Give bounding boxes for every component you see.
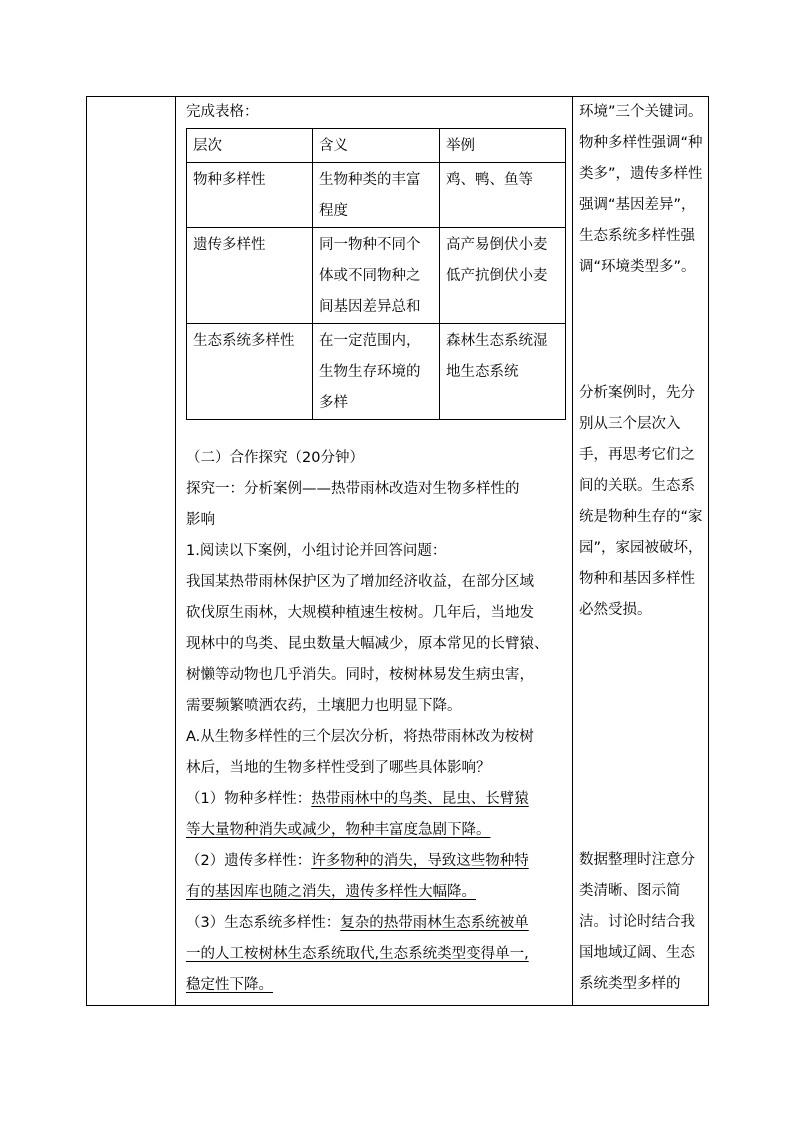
explore-title: 探究一：分析案例——热带雨林改造对生物多样性的 — [186, 481, 520, 497]
case-text-line: 砍伐原生雨林，大规模种植速生桉树。几年后，当地发 — [186, 605, 534, 621]
answer-ecosystem — [186, 908, 529, 939]
case-text-line: 需要频繁喷洒农药，土壤肥力也明显下降。 — [186, 698, 462, 714]
answer-text: 等大量物种消失或减少，物种丰富度急剧下降。 — [186, 822, 491, 838]
table-cell: 鸡、鸭、鱼等 — [440, 163, 566, 228]
question-line: 林后，当地的生物多样性受到了哪些具体影响？ — [186, 760, 491, 776]
answer-text: 生态系统类型变得单一, — [379, 946, 529, 962]
answer-label: （1）物种多样性： — [186, 791, 312, 807]
sidebar-note: 分析案例时，先分别从三个层次入手，再思考它们之间的关联。生态系统是物种生存的“家园”，家园被破坏，物种和基因多样性必然受损。 — [579, 385, 703, 618]
table-cell: 同一物种不同个体或不同物种之间基因差异总和 — [313, 228, 440, 324]
diversity-levels-table — [186, 128, 566, 420]
column-divider-2 — [572, 96, 573, 1006]
answer-text: 热带雨林中的鸟类、昆虫、长臂猿 — [311, 791, 529, 807]
task-instruction: 1.阅读以下案例，小组讨论并回答问题： — [186, 543, 447, 559]
table-row — [187, 228, 566, 324]
sidebar-note: 数据整理时注意分类清晰、图示简洁。讨论时结合我国地域辽阔、生态系统类型多样的 — [579, 852, 695, 992]
table-cell: 物种多样性 — [187, 163, 313, 228]
answer-genetic — [186, 846, 529, 877]
answer-species — [186, 784, 529, 815]
answer-text: 一的人工桉树林生态系统取代, — [186, 946, 380, 962]
question-line: A.从生物多样性的三个层次分析，将热带雨林改为桉树 — [186, 729, 534, 745]
table-cell: 生态系统多样性 — [187, 324, 313, 420]
table-cell: 在一定范围内，生物生存环境的多样 — [313, 324, 440, 420]
table-header: 举例 — [440, 129, 566, 163]
outer-table-right-border — [708, 96, 709, 1006]
outer-table-left-border — [86, 96, 87, 1006]
answer-text: 稳定性下降。 — [186, 977, 273, 993]
table-row — [187, 324, 566, 420]
table-cell: 遗传多样性 — [187, 228, 313, 324]
sidebar-note: 环境”三个关键词。物种多样性强调“种类多”，遗传多样性强调“基因差异”，生态系统多样性强调“环境类型多”。 — [579, 104, 703, 275]
answer-text: 有的基因库也随之消失，遗传多样性大幅降。 — [186, 884, 476, 900]
section-title: （二）合作探究（20分钟） — [186, 450, 364, 466]
table-intro: 完成表格： — [186, 104, 259, 120]
table-header: 层次 — [187, 129, 313, 163]
answer-text: 复杂的热带雨林生态系统被单 — [340, 915, 529, 931]
case-text-line: 树懒等动物也几乎消失。同时，桉树林易发生病虫害， — [186, 667, 534, 683]
answer-text: 许多物种的消失，导致这些物种特 — [311, 853, 529, 869]
answer-label: （3）生态系统多样性： — [186, 915, 341, 931]
table-cell: 生物种类的丰富程度 — [313, 163, 440, 228]
answer-text-line — [186, 939, 529, 970]
table-row — [187, 163, 566, 228]
case-text-line: 我国某热带雨林保护区为了增加经济收益，在部分区域 — [186, 574, 534, 590]
table-header: 含义 — [313, 129, 440, 163]
explore-title-cont: 影响 — [186, 512, 215, 528]
table-cell: 高产易倒伏小麦低产抗倒伏小麦 — [440, 228, 566, 324]
column-divider-1 — [175, 96, 176, 1006]
answer-label: （2）遗传多样性： — [186, 853, 312, 869]
table-cell: 森林生态系统湿地生态系统 — [440, 324, 566, 420]
outer-table-bottom-border — [86, 1005, 709, 1006]
case-text-line: 现林中的鸟类、昆虫数量大幅减少，原本常见的长臂猿、 — [186, 636, 549, 652]
table-header-row — [187, 129, 566, 163]
